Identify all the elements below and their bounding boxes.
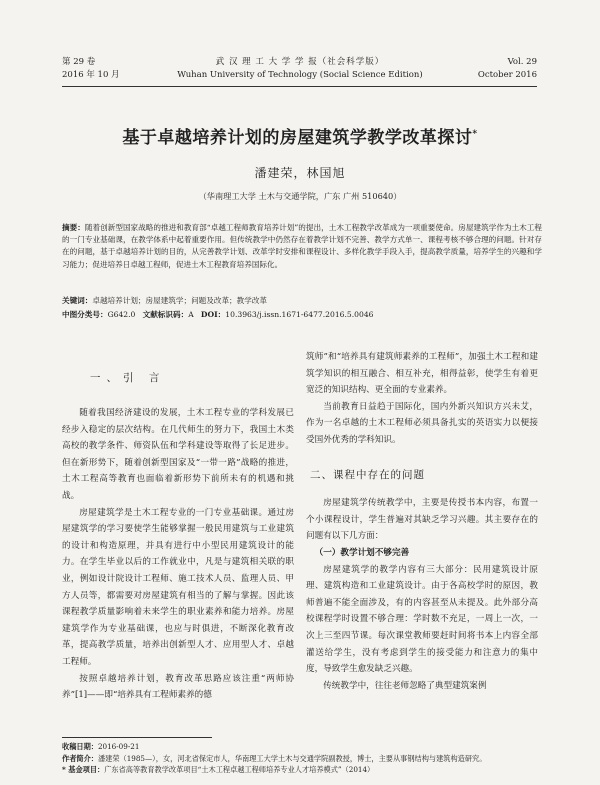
paragraph: 当前教育日益趋于国际化，国内外新兴知识方兴未艾，作为一名卓越的土木工程师必须具备扎实的英语实力以便接受国外优秀的学科知识。 <box>306 401 538 445</box>
abstract <box>62 222 542 271</box>
paragraph: 房屋建筑学的教学内容有三大部分：民用建筑设计原理、建筑构造和工业建筑设计。由于各高校学时的原因，教师普遍不能全面涉及，有的内容甚至从未提及。此外部分高校课程学时设置不够合理：学时数不充足，一周上一次，一次上三至四节课。每次课堂教师要赶时间将书本上内容全部灌送给学生，没有考虑到学生的接受能力和注意力的集中度，导致学生愈发缺乏兴趣。 <box>306 564 538 675</box>
section-heading-intro: 一、引 言 <box>90 372 166 384</box>
paragraph: 随着我国经济建设的发展，土木工程专业的学科发展已经步入稳定的层次结构。在几代师生的努力下，我国土木类高校的教学条件、师资队伍和学科建设等取得了长足进步。但在新形势下，随着创新型国家及“一带一路”战略的推进，土木工程高等教育也面临着新形势下前所未有的机遇和挑战。 <box>62 408 294 501</box>
right-column <box>306 349 538 694</box>
title-text: 基于卓越培养计划的房屋建筑学教学改革探讨 <box>122 128 473 148</box>
issue-date: 2016 年 10 月 <box>62 70 120 80</box>
doi-value: 10.3963/j.issn.1671-6477.2016.5.0046 <box>225 310 374 319</box>
paragraph: 按照卓越培养计划，教育改革思路应该注重“两师协养”[1]——即“培养具有工程师素养的德 <box>62 673 294 701</box>
keywords <box>62 295 542 307</box>
paragraph: 房屋建筑学传统教学中，主要是传授书本内容，布置一个小课程设计，学生普遍对其缺乏学习兴趣。其主要存在的问题有以下几方面： <box>306 498 538 542</box>
clc-value: G642.0 <box>107 310 136 319</box>
issue-number: 第 29 卷 <box>62 57 96 67</box>
keywords-text: 卓越培养计划；房屋建筑学；问题及改革；教学改革 <box>92 296 268 305</box>
received-date: 收稿日期：2016-09-21 <box>62 742 140 751</box>
left-column <box>62 405 294 704</box>
date-en: October 2016 <box>477 70 537 80</box>
volume: Vol. 29 <box>507 57 537 67</box>
paragraph: 房屋建筑学是土木工程专业的一门专业基础课。通过房屋建筑学的学习要使学生能够掌握一般民用建筑与工业建筑的设计和构造原理，并具有进行中小型民用建筑设计的能力。在学生毕业以后的工作就业中，凡是与建筑相关联的职业，例如设计院设计工程师、施工技术人员、监理人员、甲方人员等，都需要对房屋建筑有相当的了解与掌握。因此该课程教学质量影响着未来学生的职业素养和能力培养。房屋建筑学作为专业基础课，也应与时俱进，不断深化教育改革，提高教学质量，培养出创新型人才、应用型人才、卓越工程师。 <box>62 507 294 667</box>
paragraph: 筑师”和“培养具有建筑师素养的工程师”，加强土木工程和建筑学知识的相互融合、相互补充，相得益彰，使学生有着更宽泛的知识结构、更全面的专业素养。 <box>306 352 538 396</box>
abstract-text: 随着创新型国家战略的推进和教育部“卓越工程师教育培养计划”的提出，土木工程教学改革成为一项重要使命。房屋建筑学作为土木工程的一门专业基础课，在教学体系中起着重要作用。但传统教学中仍然存在着教学计划不完善、教学方式单一、课程考核不够合理的问题。针对存在的问题，基于卓越培养计划的目的，从完善教学计划、改革学时安排和课程设计、多样化教学手段入手，提高教学质量，培养学生的兴趣和学习能力；促进培养日卓越工程师，促进土木工程教育培养国际化。 <box>62 223 543 269</box>
authors: 潘建荣，林国旭 <box>254 166 346 180</box>
doc-code-value: A <box>188 310 194 319</box>
header-rule <box>62 86 537 87</box>
author-bio: 作者简介：潘建荣（1985—），女，河北省保定市人，华南理工大学土木与交通学院副教授，博士，主要从事钢结构与建筑构造研究。 <box>62 753 487 763</box>
section-heading-problems: 二、课程中存在的问题 <box>310 468 425 481</box>
doi-label: DOI： <box>200 310 226 319</box>
clc-label: 中图分类号： <box>62 310 108 319</box>
keywords-label: 关键词： <box>62 296 93 305</box>
paragraph: 传统教学中，往往老师忽略了典型建筑案例 <box>323 680 487 691</box>
title-footnote-mark: * <box>472 129 478 140</box>
doc-code-label: 文献标识码： <box>142 310 189 319</box>
footnotes <box>62 741 540 776</box>
article-title <box>0 123 600 148</box>
affiliation: （华南理工大学 土木与交通学院，广东 广州 510640） <box>198 191 402 201</box>
fund-info: * 基金项目：广东省高等教育教学改革项目“土木工程卓越工程师培养专业人才培养模式”（2014） <box>62 765 375 774</box>
subsection-heading: （一）教学计划不够完善 <box>314 547 410 558</box>
journal-name-cn: 武 汉 理 工 大 学 学 报（社会科学版） <box>215 57 385 67</box>
abstract-label: 摘要： <box>62 223 85 232</box>
volume-info <box>447 56 537 82</box>
journal-name-en: Wuhan University of Technology (Social Science Edition) <box>177 70 423 80</box>
footnote-rule <box>62 737 212 738</box>
classification <box>62 309 542 321</box>
